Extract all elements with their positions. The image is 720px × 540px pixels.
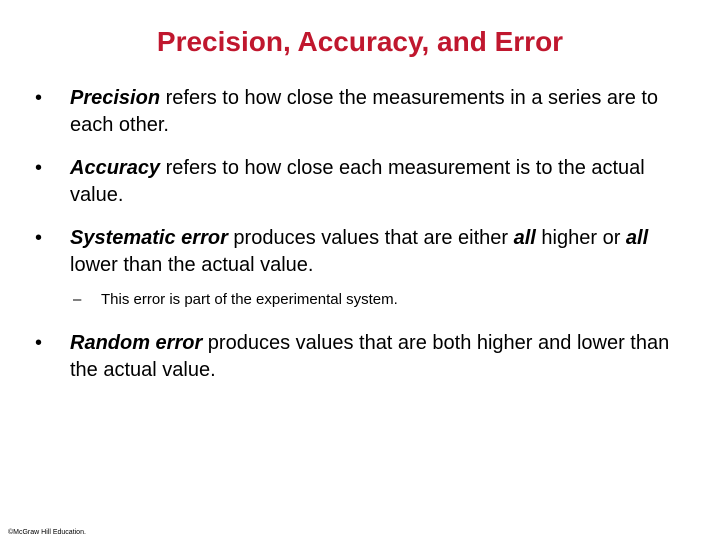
bullet-text: refers to how close each measurement is to the actual value. (70, 157, 645, 206)
bullet-text: refers to how close the measurements in a series are to each other. (70, 87, 659, 136)
emphasis-all: all (625, 227, 649, 249)
bullet-random-error (35, 330, 680, 384)
bullet-systematic-error (35, 225, 680, 279)
slide-title: Precision, Accuracy, and Error (156, 26, 564, 57)
bullet-marker: • (35, 87, 43, 109)
bullet-marker: • (35, 227, 43, 249)
bullet-text: higher or (535, 227, 626, 249)
term-systematic-error: Systematic error (70, 227, 228, 249)
bullet-precision (35, 85, 680, 139)
bullet-text: lower than the actual value. (70, 254, 314, 276)
bullet-marker: • (35, 157, 43, 179)
copyright-footer: ©McGraw Hill Education. (8, 529, 86, 536)
bullet-marker: • (35, 332, 43, 354)
bullet-text: produces values that are either (227, 227, 514, 249)
term-precision: Precision (70, 87, 161, 109)
sub-bullet-marker: – (73, 291, 82, 308)
bullet-text: produces values that are both higher and lower than the actual value. (70, 332, 670, 381)
emphasis-all: all (513, 227, 536, 249)
sub-bullet-systematic (73, 290, 398, 310)
term-accuracy: Accuracy (70, 157, 161, 179)
bullet-accuracy (35, 155, 680, 209)
term-random-error: Random error (70, 332, 203, 354)
sub-bullet-text: This error is part of the experimental system. (101, 291, 398, 308)
